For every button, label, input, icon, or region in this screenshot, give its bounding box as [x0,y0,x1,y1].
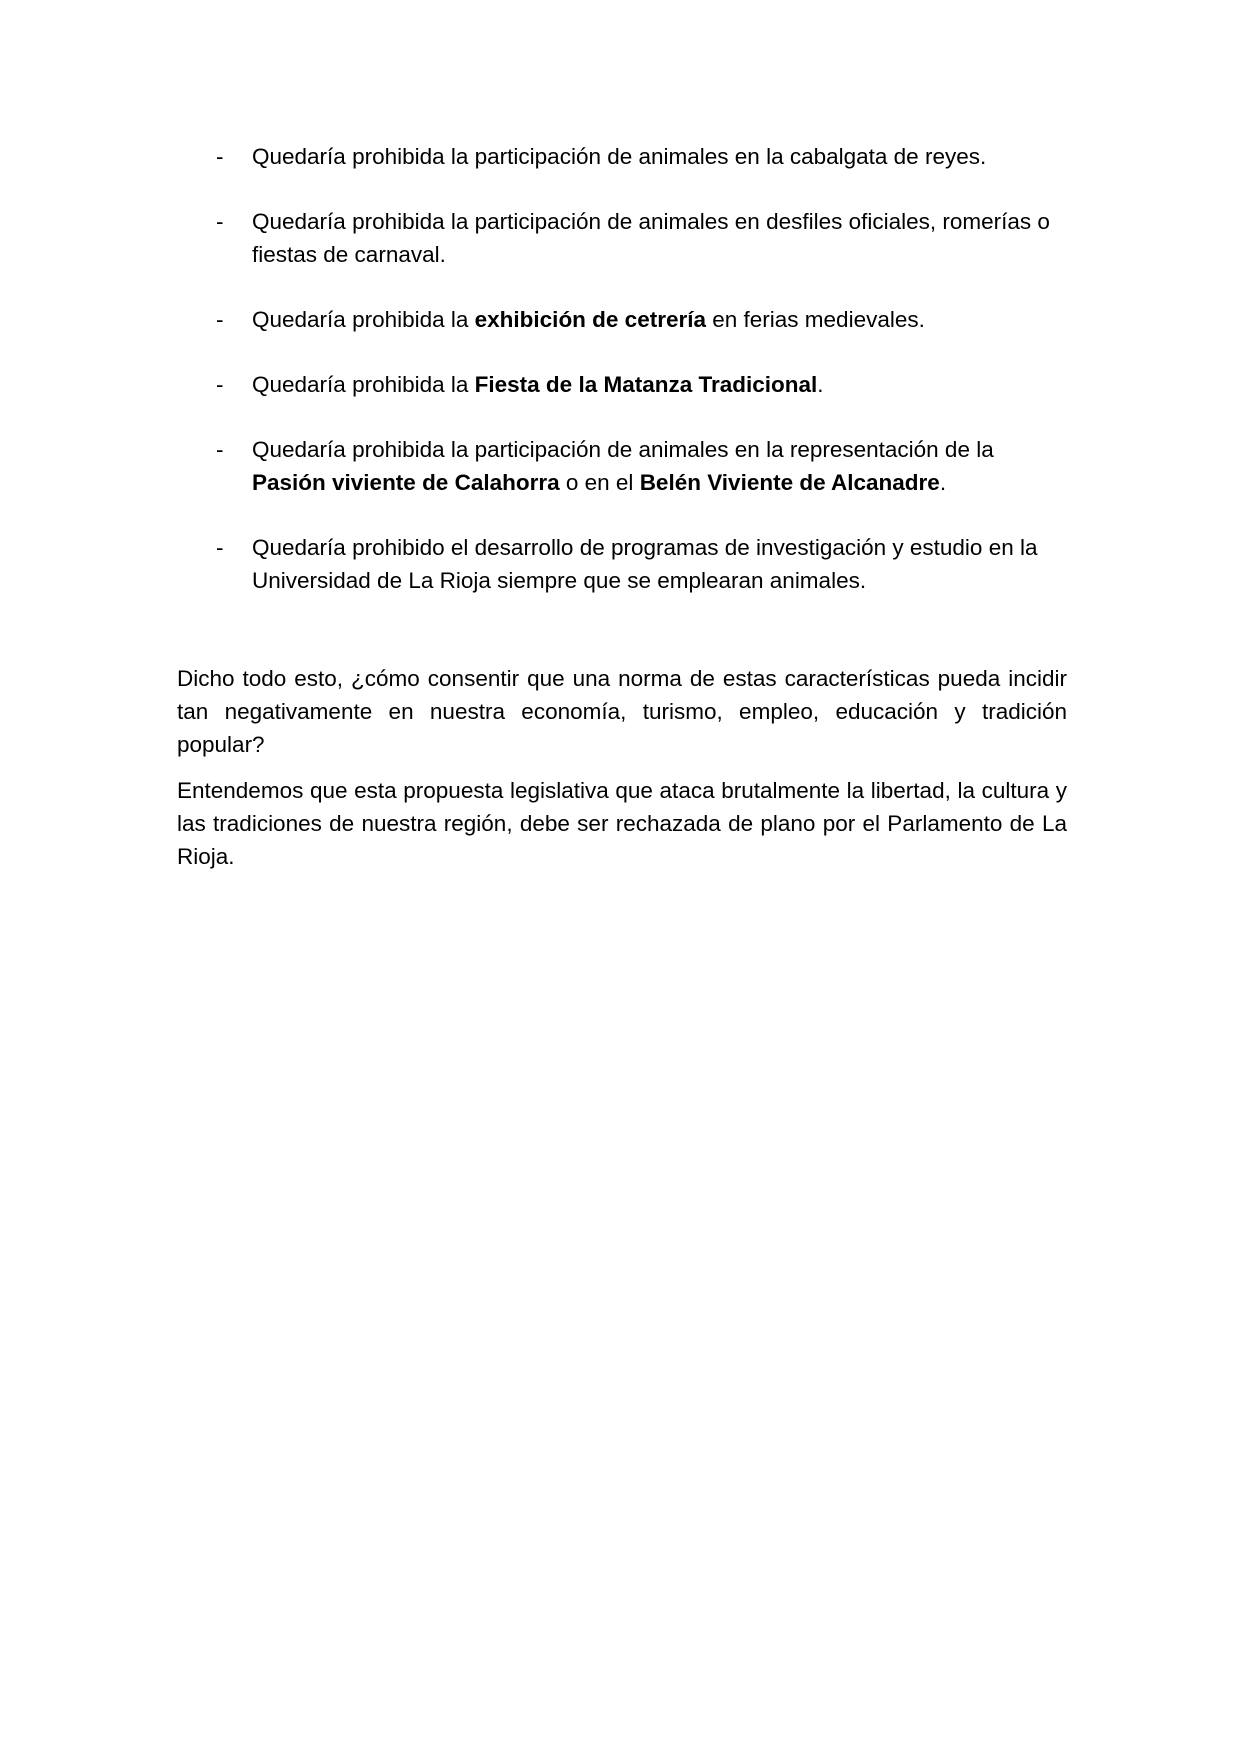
bold-text: Pasión viviente de Calahorra [252,470,560,495]
list-item [177,433,1067,499]
list-item-text [252,307,925,332]
text-run: Quedaría prohibida la [252,307,475,332]
paragraph-conclusion-rejection: Entendemos que esta propuesta legislativa que ataca brutalmente la libertad, la cultura y las tradiciones de nuestra región, debe ser rechazada de plano por el Parlamento de La Rioja. [177,778,1067,869]
list-item [177,205,1067,271]
dash-bullet: - [216,437,224,462]
text-run: Quedaría prohibida la [252,372,475,397]
list-item [177,368,1067,401]
text-run: . [817,372,824,397]
dash-bullet: - [216,535,224,560]
text-run: o en el [559,470,640,495]
text-run: Quedaría prohibida la participación de animales en la representación de la [252,437,994,462]
list-item-text [252,437,994,495]
paragraph-conclusion-question: Dicho todo esto, ¿cómo consentir que una norma de estas características pueda incidir tan negativamente en nuestra economía, turismo, empleo, educación y tradición popular? [177,666,1067,757]
text-run: Quedaría prohibida la participación de animales en desfiles oficiales, romerías o fiestas de carnaval. [252,209,1050,267]
bold-text: exhibición de cetrería [474,307,706,332]
list-item-text [252,209,1050,267]
list-item [177,140,1067,173]
dash-bullet: - [216,209,224,234]
text-run: . [939,470,947,495]
list-item [177,531,1067,597]
bold-text: Fiesta de la Matanza Tradicional [474,372,818,397]
page-content [177,140,1067,873]
bold-text: Belén Viviente de Alcanadre [639,470,940,495]
dash-bullet: - [216,144,224,169]
list-item-text [252,372,824,397]
dash-bullet: - [216,307,224,332]
text-run: Quedaría prohibida la participación de animales en la cabalgata de reyes. [252,144,987,169]
text-run: Quedaría prohibido el desarrollo de programas de investigación y estudio en la Universidad de La Rioja siempre que se emplearan animales. [252,535,1038,593]
list-item [177,303,1067,336]
list-item-text [252,535,1037,593]
prohibitions-list [177,140,1067,597]
list-item-text [252,144,986,169]
text-run: en ferias medievales. [706,307,925,332]
dash-bullet: - [216,372,224,397]
